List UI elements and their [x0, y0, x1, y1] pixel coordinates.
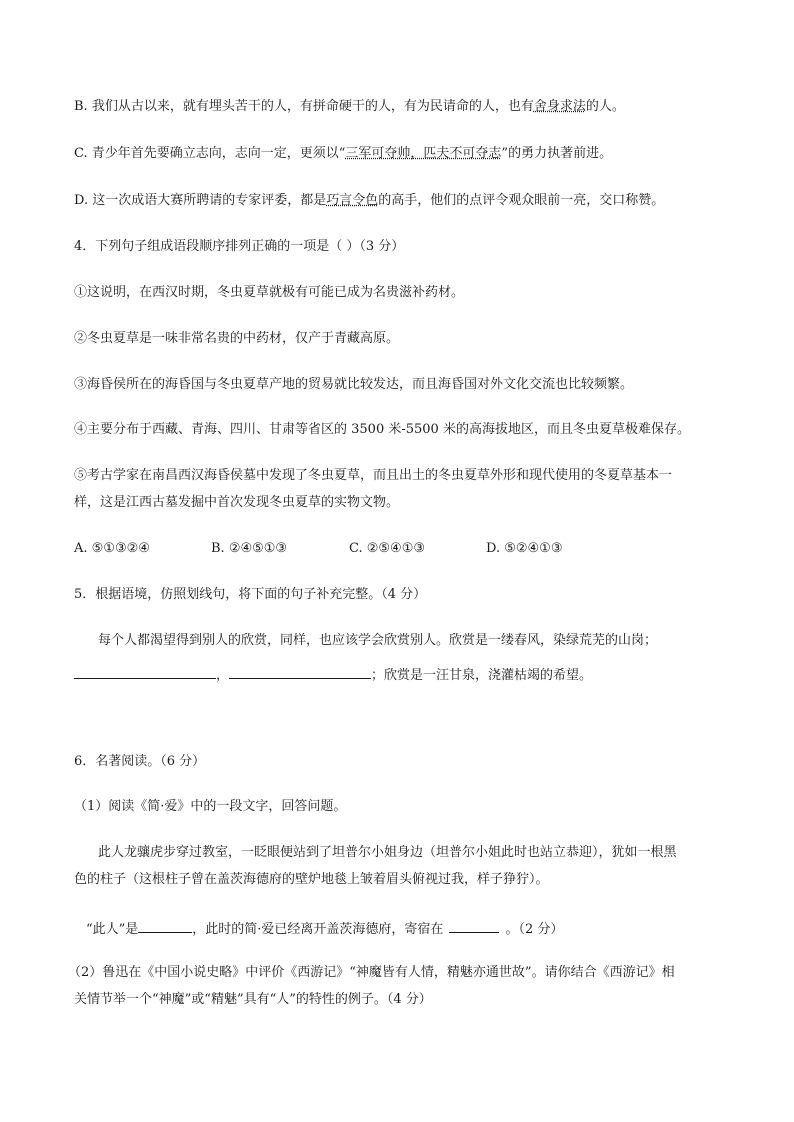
answer-blank-3[interactable]: [138, 918, 192, 933]
fill-middle: ，此时的简·爱已经离开盖茨海德府，寄宿在: [192, 922, 444, 937]
answer-blank-2[interactable]: [229, 664, 371, 679]
sub-question-2-line-2: 关情节举一个“神魔”或“精魅”具有“人”的特性的例子。（4 分）: [74, 992, 432, 1007]
option-c: [74, 145, 612, 163]
option-d-tail: 的高手，他们的点评令观众眼前一亮，交口称赞。: [378, 193, 665, 208]
sentence-5-line-1: ⑤考古学家在南昌西汉海昏侯墓中发现了冬虫夏草，而且出土的冬虫夏草外形和现代使用的冬夏草基本一: [74, 468, 673, 483]
option-c-text: C. 青少年首先要确立志向，志向一定，更须以“: [74, 146, 346, 161]
option-c-dotted: 三军可夺帅，匹夫不可夺志: [345, 146, 502, 161]
choice-b: B. ②④⑤①③: [211, 541, 288, 556]
option-c-tail: ”的勇力执著前进。: [501, 146, 613, 161]
sub-question-2-line-1: （2）鲁迅在《中国小说史略》中评价《西游记》“神魔皆有人情，精魅亦通世故”。请你结合《西游记》相: [68, 965, 675, 980]
excerpt-line-1: 此人龙骧虎步穿过教室，一眨眼便站到了坦普尔小姐身边（坦普尔小姐此时也站立恭迎），犹如一根黑: [98, 845, 677, 860]
question-5-paragraph-line-1: 每个人都渴望得到别人的欣赏，同样，也应该学会欣赏别人。欣赏是一缕春风，染绿荒芜的山岗；: [98, 633, 658, 648]
question-5-tail: ；欣赏是一汪甘泉，浇灌枯竭的希望。: [371, 668, 593, 683]
option-b-text: B. 我们从古以来，就有埋头苦干的人，有拼命硬干的人，有为民请命的人，也有: [74, 99, 534, 114]
question-4-choices: [74, 540, 563, 558]
option-b-tail: 的人。: [585, 99, 625, 114]
comma: ，: [216, 668, 230, 683]
sentence-5-line-2: 样，这是江西古墓发掘中首次发现冬虫夏草的实物文物。: [74, 495, 400, 510]
fill-prefix: “此人”是: [86, 922, 139, 937]
choice-a: A. ⑤①③②④: [74, 541, 150, 556]
question-5-fill-line: [74, 664, 592, 685]
option-d-text: D. 这一次成语大赛所聘请的专家评委，都是: [74, 193, 327, 208]
option-d: [74, 192, 664, 210]
sentence-4: ④主要分布于西藏、青海、四川、甘肃等省区的 3500 米-5500 米的高海拔地区，而且冬虫夏草极难保存。: [74, 422, 690, 437]
sentence-3: ③海昏侯所在的海昏国与冬虫夏草产地的贸易就比较发达，而且海昏国对外文化交流也比较频繁。: [74, 377, 634, 392]
answer-blank-1[interactable]: [74, 664, 216, 679]
sentence-2: ②冬虫夏草是一味非常名贵的中药材，仅产于青藏高原。: [74, 331, 400, 346]
option-d-dotted: 巧言令色: [326, 193, 379, 208]
question-5-title: 5．根据语境，仿照划线句，将下面的句子补充完整。（4 分）: [74, 587, 427, 602]
answer-blank-4[interactable]: [449, 918, 499, 933]
sub-question-1-fill: [86, 918, 563, 939]
question-6-title: 6．名著阅读。（6 分）: [74, 754, 206, 769]
option-b-dotted: 舍身求法: [533, 99, 586, 114]
fill-suffix: 。（2 分）: [505, 922, 564, 937]
sub-question-1-title: （1）阅读《简·爱》中的一段文字，回答问题。: [74, 799, 347, 814]
excerpt-line-2: 色的柱子（这根柱子曾在盖茨海德府的壁炉地毯上皱着眉头俯视过我，样子狰狞）。: [74, 872, 549, 887]
choice-d: D. ⑤②④①③: [486, 541, 563, 556]
option-b: [74, 98, 625, 116]
sentence-1: ①这说明，在西汉时期，冬虫夏草就极有可能已成为名贵滋补药材。: [74, 285, 465, 300]
choice-c: C. ②⑤④①③: [349, 541, 426, 556]
question-4-title: 4．下列句子组成语段顺序排列正确的一项是（ ）（3 分）: [74, 239, 405, 254]
